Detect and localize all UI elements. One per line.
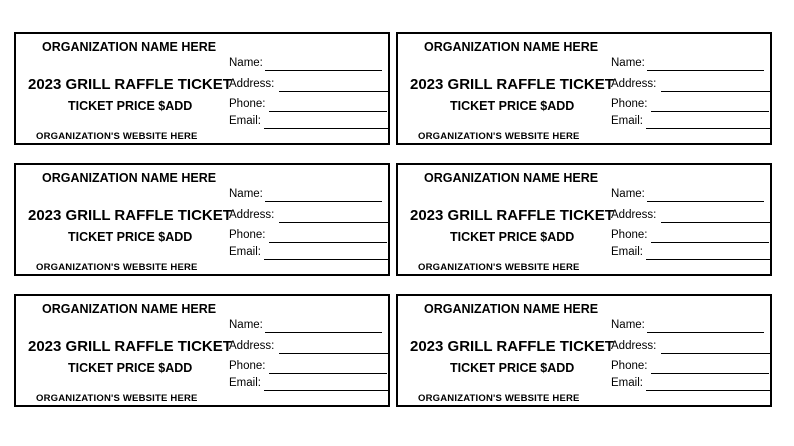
phone-line bbox=[651, 373, 769, 374]
phone-label: Phone: bbox=[229, 98, 266, 110]
phone-line bbox=[269, 373, 387, 374]
email-field[interactable] bbox=[229, 377, 391, 391]
ticket-title: 2023 GRILL RAFFLE TICKET bbox=[28, 338, 232, 355]
name-field[interactable] bbox=[611, 188, 766, 202]
email-label: Email: bbox=[229, 377, 261, 389]
ticket-price: TICKET PRICE $ADD bbox=[68, 99, 193, 113]
address-field[interactable] bbox=[229, 78, 391, 92]
address-label: Address: bbox=[611, 78, 657, 90]
phone-line bbox=[269, 242, 387, 243]
email-field[interactable] bbox=[611, 115, 773, 129]
email-line bbox=[646, 128, 771, 129]
organization-website: ORGANIZATION'S WEBSITE HERE bbox=[36, 131, 198, 142]
organization-website: ORGANIZATION'S WEBSITE HERE bbox=[36, 393, 198, 404]
phone-field[interactable] bbox=[229, 360, 389, 374]
ticket-title: 2023 GRILL RAFFLE TICKET bbox=[410, 76, 614, 93]
email-line bbox=[646, 390, 771, 391]
raffle-ticket bbox=[396, 163, 772, 276]
ticket-price: TICKET PRICE $ADD bbox=[450, 230, 575, 244]
phone-line bbox=[269, 111, 387, 112]
address-label: Address: bbox=[229, 78, 275, 90]
organization-name: ORGANIZATION NAME HERE bbox=[42, 302, 217, 316]
email-label: Email: bbox=[611, 115, 643, 127]
address-field[interactable] bbox=[229, 209, 391, 223]
phone-field[interactable] bbox=[229, 229, 389, 243]
address-label: Address: bbox=[611, 340, 657, 352]
ticket-price: TICKET PRICE $ADD bbox=[450, 99, 575, 113]
name-field[interactable] bbox=[611, 319, 766, 333]
organization-name: ORGANIZATION NAME HERE bbox=[424, 302, 599, 316]
organization-name: ORGANIZATION NAME HERE bbox=[42, 40, 217, 54]
organization-website: ORGANIZATION'S WEBSITE HERE bbox=[418, 262, 580, 273]
raffle-ticket bbox=[396, 32, 772, 145]
address-line bbox=[279, 222, 389, 223]
phone-field[interactable] bbox=[611, 98, 771, 112]
ticket-title: 2023 GRILL RAFFLE TICKET bbox=[410, 207, 614, 224]
address-line bbox=[661, 222, 771, 223]
name-label: Name: bbox=[229, 319, 263, 331]
organization-website: ORGANIZATION'S WEBSITE HERE bbox=[418, 393, 580, 404]
email-label: Email: bbox=[611, 246, 643, 258]
raffle-ticket bbox=[14, 163, 390, 276]
name-line bbox=[647, 201, 764, 202]
raffle-ticket bbox=[396, 294, 772, 407]
ticket-price: TICKET PRICE $ADD bbox=[68, 230, 193, 244]
name-field[interactable] bbox=[611, 57, 766, 71]
address-field[interactable] bbox=[611, 209, 773, 223]
phone-line bbox=[651, 242, 769, 243]
phone-label: Phone: bbox=[229, 360, 266, 372]
ticket-price: TICKET PRICE $ADD bbox=[68, 361, 193, 375]
name-line bbox=[265, 332, 382, 333]
email-field[interactable] bbox=[229, 246, 391, 260]
email-field[interactable] bbox=[611, 377, 773, 391]
name-line bbox=[647, 332, 764, 333]
phone-field[interactable] bbox=[611, 229, 771, 243]
address-label: Address: bbox=[229, 340, 275, 352]
name-field[interactable] bbox=[229, 188, 384, 202]
address-field[interactable] bbox=[611, 78, 773, 92]
email-line bbox=[264, 259, 389, 260]
email-line bbox=[646, 259, 771, 260]
ticket-title: 2023 GRILL RAFFLE TICKET bbox=[28, 207, 232, 224]
raffle-ticket bbox=[14, 32, 390, 145]
name-label: Name: bbox=[229, 57, 263, 69]
organization-name: ORGANIZATION NAME HERE bbox=[424, 171, 599, 185]
email-field[interactable] bbox=[611, 246, 773, 260]
raffle-ticket bbox=[14, 294, 390, 407]
phone-label: Phone: bbox=[611, 229, 648, 241]
address-label: Address: bbox=[229, 209, 275, 221]
address-field[interactable] bbox=[229, 340, 391, 354]
address-line bbox=[661, 91, 771, 92]
name-label: Name: bbox=[611, 57, 645, 69]
organization-name: ORGANIZATION NAME HERE bbox=[424, 40, 599, 54]
organization-name: ORGANIZATION NAME HERE bbox=[42, 171, 217, 185]
email-line bbox=[264, 128, 389, 129]
name-field[interactable] bbox=[229, 319, 384, 333]
ticket-title: 2023 GRILL RAFFLE TICKET bbox=[28, 76, 232, 93]
ticket-title: 2023 GRILL RAFFLE TICKET bbox=[410, 338, 614, 355]
address-field[interactable] bbox=[611, 340, 773, 354]
ticket-price: TICKET PRICE $ADD bbox=[450, 361, 575, 375]
email-label: Email: bbox=[229, 115, 261, 127]
organization-website: ORGANIZATION'S WEBSITE HERE bbox=[36, 262, 198, 273]
phone-label: Phone: bbox=[611, 98, 648, 110]
email-label: Email: bbox=[229, 246, 261, 258]
name-field[interactable] bbox=[229, 57, 384, 71]
name-label: Name: bbox=[611, 319, 645, 331]
address-line bbox=[279, 353, 389, 354]
organization-website: ORGANIZATION'S WEBSITE HERE bbox=[418, 131, 580, 142]
name-line bbox=[265, 70, 382, 71]
email-label: Email: bbox=[611, 377, 643, 389]
phone-field[interactable] bbox=[611, 360, 771, 374]
phone-line bbox=[651, 111, 769, 112]
phone-field[interactable] bbox=[229, 98, 389, 112]
address-line bbox=[661, 353, 771, 354]
address-line bbox=[279, 91, 389, 92]
address-label: Address: bbox=[611, 209, 657, 221]
phone-label: Phone: bbox=[229, 229, 266, 241]
name-label: Name: bbox=[229, 188, 263, 200]
name-label: Name: bbox=[611, 188, 645, 200]
email-field[interactable] bbox=[229, 115, 391, 129]
name-line bbox=[647, 70, 764, 71]
phone-label: Phone: bbox=[611, 360, 648, 372]
email-line bbox=[264, 390, 389, 391]
name-line bbox=[265, 201, 382, 202]
